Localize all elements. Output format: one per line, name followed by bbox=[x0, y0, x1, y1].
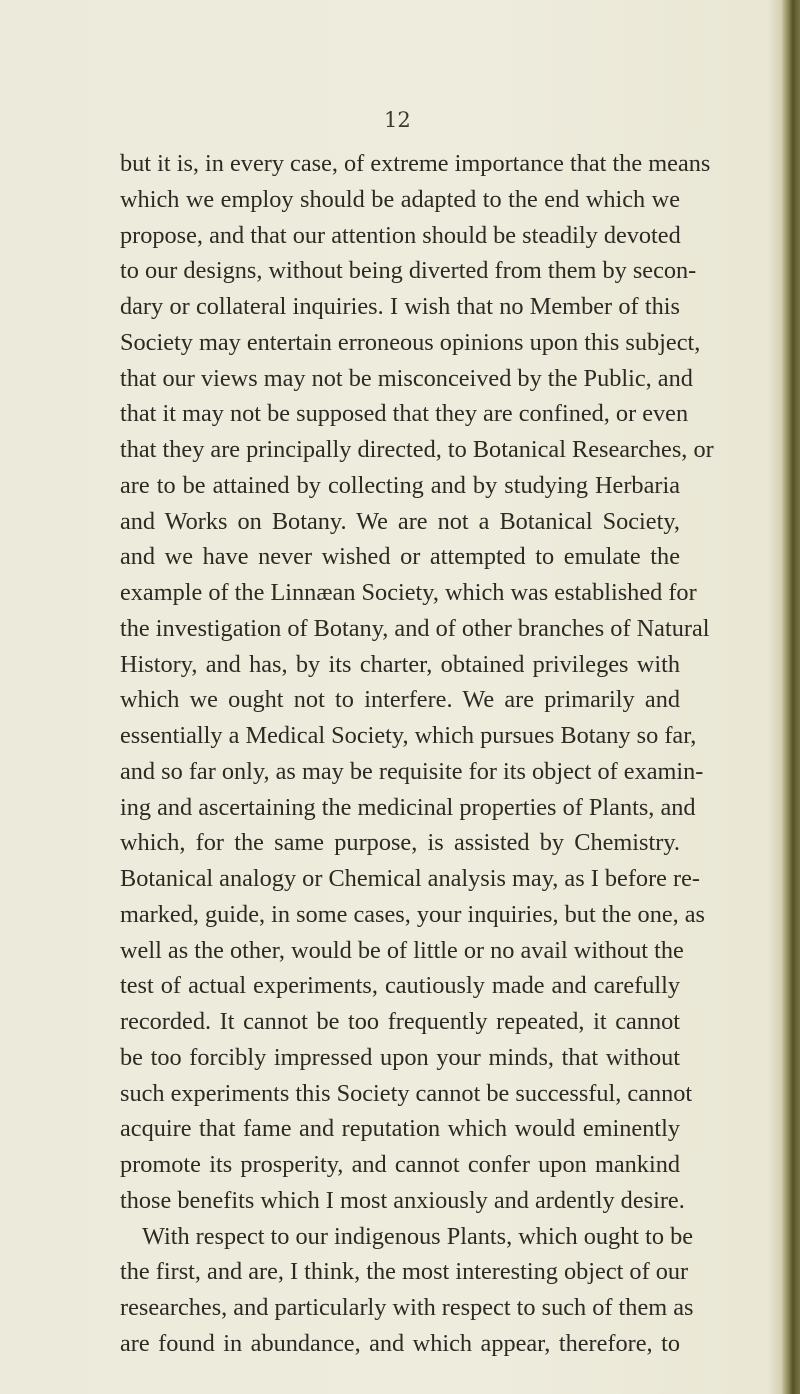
text-line: With respect to our indigenous Plants, which ought to be bbox=[142, 1222, 694, 1250]
text-line: are found in abundance, and which appear, therefore, to bbox=[120, 1329, 680, 1357]
text-line: which we employ should be adapted to the end which we bbox=[120, 185, 680, 213]
text-line: promote its prosperity, and cannot confer upon mankind bbox=[120, 1151, 680, 1178]
text-line: recorded. It cannot be too frequently repeated, it cannot bbox=[120, 1008, 680, 1035]
page-number: 12 bbox=[384, 108, 411, 132]
text-line: that they are principally directed, to Botanical Researches, or bbox=[120, 436, 714, 463]
text-line: propose, and that our attention should be steadily devoted bbox=[120, 221, 681, 249]
text-line: and Works on Botany. We are not a Botanical Society, bbox=[120, 507, 680, 535]
text-line: well as the other, would be of little or no avail without the bbox=[120, 936, 684, 964]
text-line: to our designs, without being diverted from them by secon- bbox=[120, 257, 697, 285]
text-line: ing and ascertaining the medicinal properties of Plants, and bbox=[120, 793, 696, 821]
gutter-shadow bbox=[768, 0, 782, 1394]
text-line: which, for the same purpose, is assisted by Chemistry. bbox=[120, 829, 680, 857]
text-line: acquire that fame and reputation which would eminently bbox=[120, 1115, 680, 1143]
text-line: which we ought not to interfere. We are primarily and bbox=[120, 686, 680, 714]
book-spine-edge bbox=[782, 0, 800, 1394]
text-line: test of actual experiments, cautiously made and carefully bbox=[120, 972, 680, 1000]
text-line: History, and has, by its charter, obtained privileges with bbox=[120, 650, 680, 678]
text-line: Botanical analogy or Chemical analysis may, as I before re- bbox=[120, 865, 700, 892]
text-line: and we have never wished or attempted to emulate the bbox=[120, 543, 680, 571]
text-line: are to be attained by collecting and by studying Herbaria bbox=[120, 471, 680, 499]
text-line: that our views may not be misconceived by the Public, and bbox=[120, 364, 693, 392]
text-line: researches, and particularly with respect to such of them as bbox=[120, 1294, 694, 1321]
text-line: but it is, in every case, of extreme importance that the means bbox=[120, 150, 711, 177]
text-line: the first, and are, I think, the most interesting object of our bbox=[120, 1258, 689, 1286]
text-line: essentially a Medical Society, which pursues Botany so far, bbox=[120, 722, 697, 749]
body-text bbox=[120, 146, 714, 1362]
text-line: those benefits which I most anxiously and ardently desire. bbox=[120, 1186, 685, 1214]
text-line: dary or collateral inquiries. I wish that no Member of this bbox=[120, 293, 680, 320]
text-line: the investigation of Botany, and of other branches of Natural bbox=[120, 614, 710, 642]
text-line: that it may not be supposed that they are confined, or even bbox=[120, 400, 689, 428]
text-line: marked, guide, in some cases, your inquiries, but the one, as bbox=[120, 900, 706, 928]
text-line: and so far only, as may be requisite for its object of examin- bbox=[120, 757, 704, 785]
text-line: example of the Linnæan Society, which was established for bbox=[120, 579, 697, 606]
text-line: Society may entertain erroneous opinions upon this subject, bbox=[120, 328, 701, 356]
text-line: be too forcibly impressed upon your minds, that without bbox=[120, 1043, 680, 1071]
text-line: such experiments this Society cannot be successful, cannot bbox=[120, 1079, 693, 1107]
